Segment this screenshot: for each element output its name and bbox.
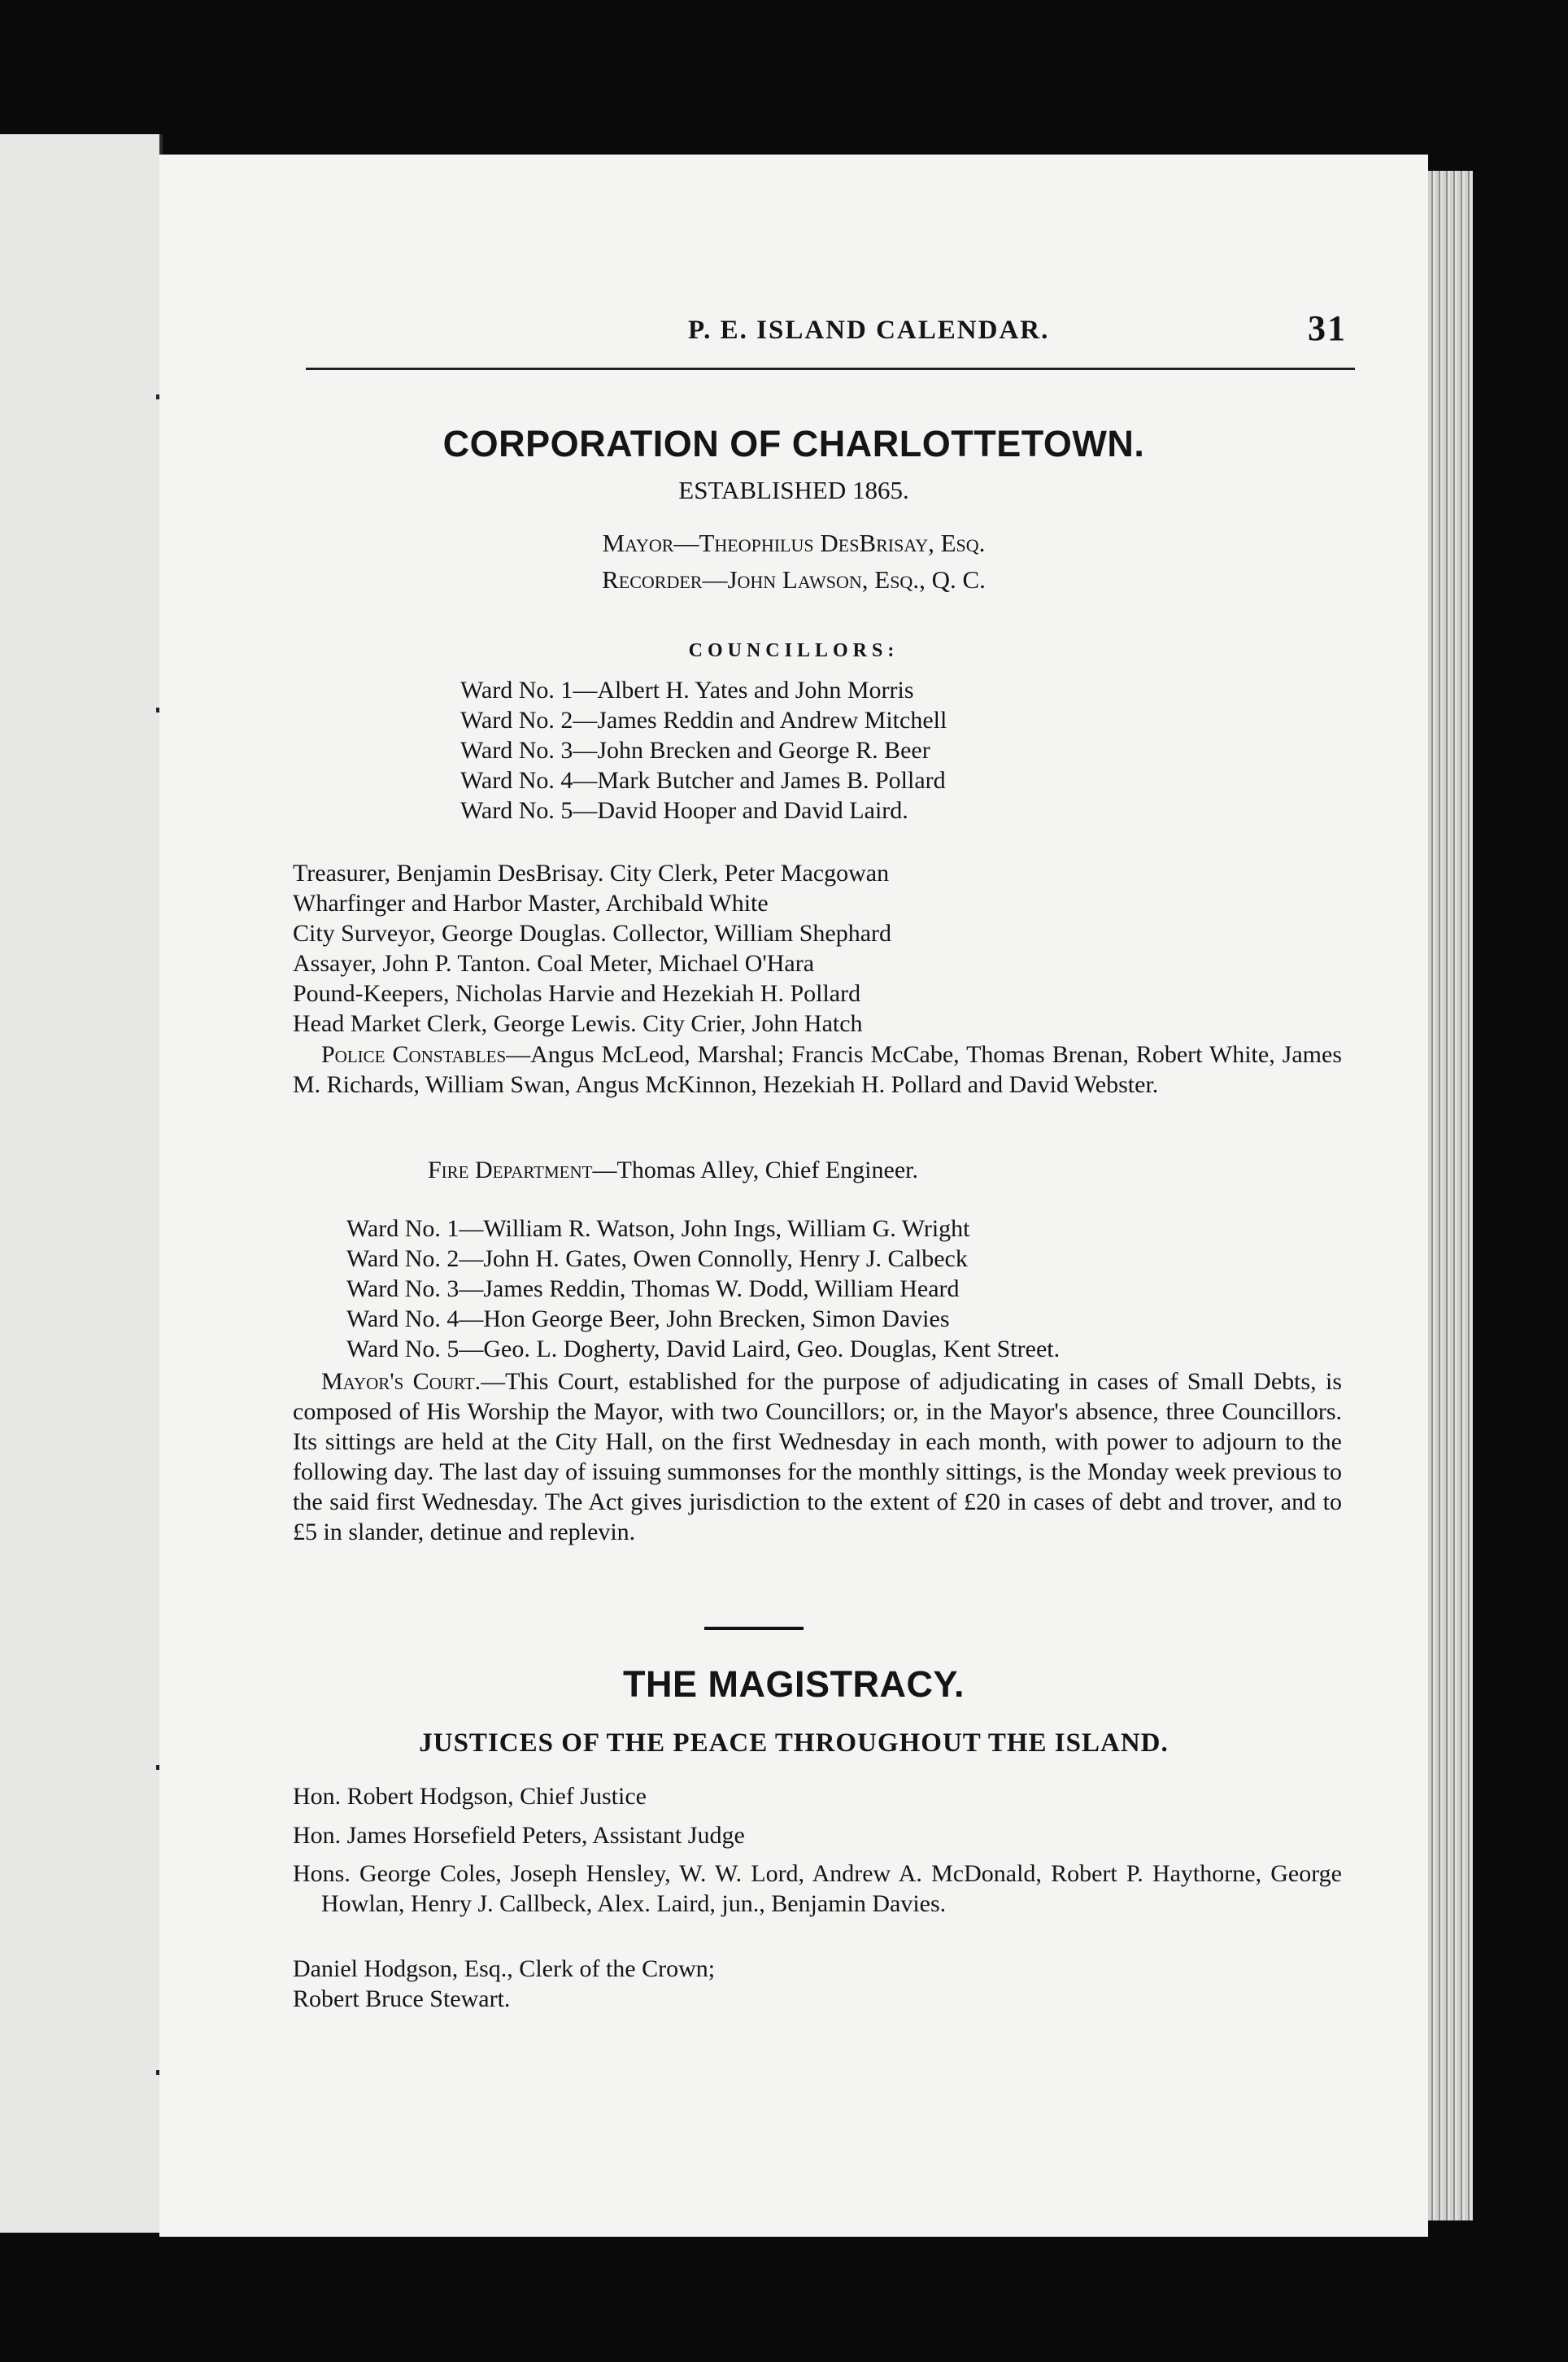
corporation-heading: CORPORATION OF CHARLOTTETOWN. [442, 423, 1145, 464]
officer-line: Wharfinger and Harbor Master, Archibald White [293, 890, 769, 917]
header-rule [306, 368, 1355, 370]
hons-paragraph: Hons. George Coles, Joseph Hensley, W. W. Lord, Andrew A. McDonald, Robert P. Haythorne, George Howlan, Henry J. Callbeck, Alex. Laird, jun., Benjamin Davies. [293, 1860, 1342, 1917]
magistracy-subheading: JUSTICES OF THE PEACE THROUGHOUT THE ISLAND. [419, 1728, 1169, 1758]
fire-department-line [428, 1155, 918, 1185]
fire-ward: Ward No. 5—Geo. L. Dogherty, David Laird, Geo. Douglas, Kent Street. [346, 1336, 1061, 1362]
fire-text: —Thomas Alley, Chief Engineer. [592, 1157, 918, 1183]
page-number: 31 [1308, 308, 1347, 348]
justice-line: Hon. Robert Hodgson, Chief Justice [293, 1783, 647, 1810]
chief-justice-line [293, 1781, 647, 1811]
police-label: Police Constables [321, 1041, 507, 1068]
book-page [159, 155, 1428, 2237]
page-edges [1428, 171, 1473, 2220]
officer-line: Assayer, John P. Tanton. Coal Meter, Michael O'Hara [293, 950, 815, 977]
magistracy-heading: THE MAGISTRACY. [622, 1663, 965, 1705]
fire-ward: Ward No. 1—William R. Watson, John Ings, William G. Wright [346, 1215, 970, 1242]
officers-list [293, 858, 891, 1039]
clerk-line [293, 1954, 715, 2014]
officer-line: Pound-Keepers, Nicholas Harvie and Hezekiah H. Pollard [293, 980, 861, 1007]
running-head-title: P. E. ISLAND CALENDAR. [688, 316, 1050, 345]
established-line: ESTABLISHED 1865. [678, 476, 909, 504]
fire-ward: Ward No. 2—John H. Gates, Owen Connolly, Henry J. Calbeck [346, 1245, 968, 1272]
police-paragraph [293, 1039, 1342, 1100]
assistant-judge-line [293, 1820, 745, 1850]
fire-label: Fire Department [428, 1157, 593, 1183]
councillor-ward: Ward No. 3—John Brecken and George R. Beer [460, 737, 930, 764]
mayors-court-paragraph [293, 1366, 1342, 1547]
councillors-heading: COUNCILLORS: [688, 640, 899, 661]
officer-line: City Surveyor, George Douglas. Collector, William Shephard [293, 920, 891, 947]
councillors-list [460, 675, 947, 826]
fire-ward: Ward No. 4—Hon George Beer, John Brecken, Simon Davies [346, 1305, 950, 1332]
justice-line: Hon. James Horsefield Peters, Assistant Judge [293, 1822, 745, 1849]
last-name-text: Robert Bruce Stewart. [293, 1985, 511, 2012]
court-label: Mayor's Court. [321, 1368, 481, 1395]
councillor-ward: Ward No. 2—James Reddin and Andrew Mitchell [460, 707, 947, 734]
recorder-line: Recorder—John Lawson, Esq., Q. C. [602, 565, 986, 594]
section-divider [704, 1627, 804, 1630]
court-text: —This Court, established for the purpose of adjudicating in cases of Small Debts, is composed of His Worship the Mayor, with two Councillors; or, in the Mayor's absence, three Councillors. Its sittings are held at the City Hall, on the first Wednesday in each month, with power to adjourn to the following day. The last day of issuing summonses for the monthly sittings, is the Monday week previous to the said first Wednesday. The Act gives jurisdiction to the extent of £20 in cases of debt and trover, and to £5 in slander, detinue and replevin. [293, 1368, 1343, 1545]
officer-line: Head Market Clerk, George Lewis. City Crier, John Hatch [293, 1010, 863, 1037]
officer-line: Treasurer, Benjamin DesBrisay. City Clerk, Peter Macgowan [293, 860, 890, 887]
mayor-line: Mayor—Theophilus DesBrisay, Esq. [602, 529, 986, 557]
councillor-ward: Ward No. 4—Mark Butcher and James B. Pollard [460, 767, 946, 794]
councillor-ward: Ward No. 5—David Hooper and David Laird. [460, 797, 908, 824]
councillor-ward: Ward No. 1—Albert H. Yates and John Morris [460, 677, 914, 704]
facing-page [0, 134, 163, 2233]
clerk-text: Daniel Hodgson, Esq., Clerk of the Crown; [293, 1955, 716, 1982]
fire-ward: Ward No. 3—James Reddin, Thomas W. Dodd, William Heard [346, 1275, 960, 1302]
police-text: —Angus McLeod, Marshal; Francis McCabe, Thomas Brenan, Robert White, James M. Richards, William Swan, Angus McKinnon, Hezekiah H. Pollard and David Webster. [293, 1041, 1342, 1098]
fire-wards-list [346, 1214, 1060, 1364]
